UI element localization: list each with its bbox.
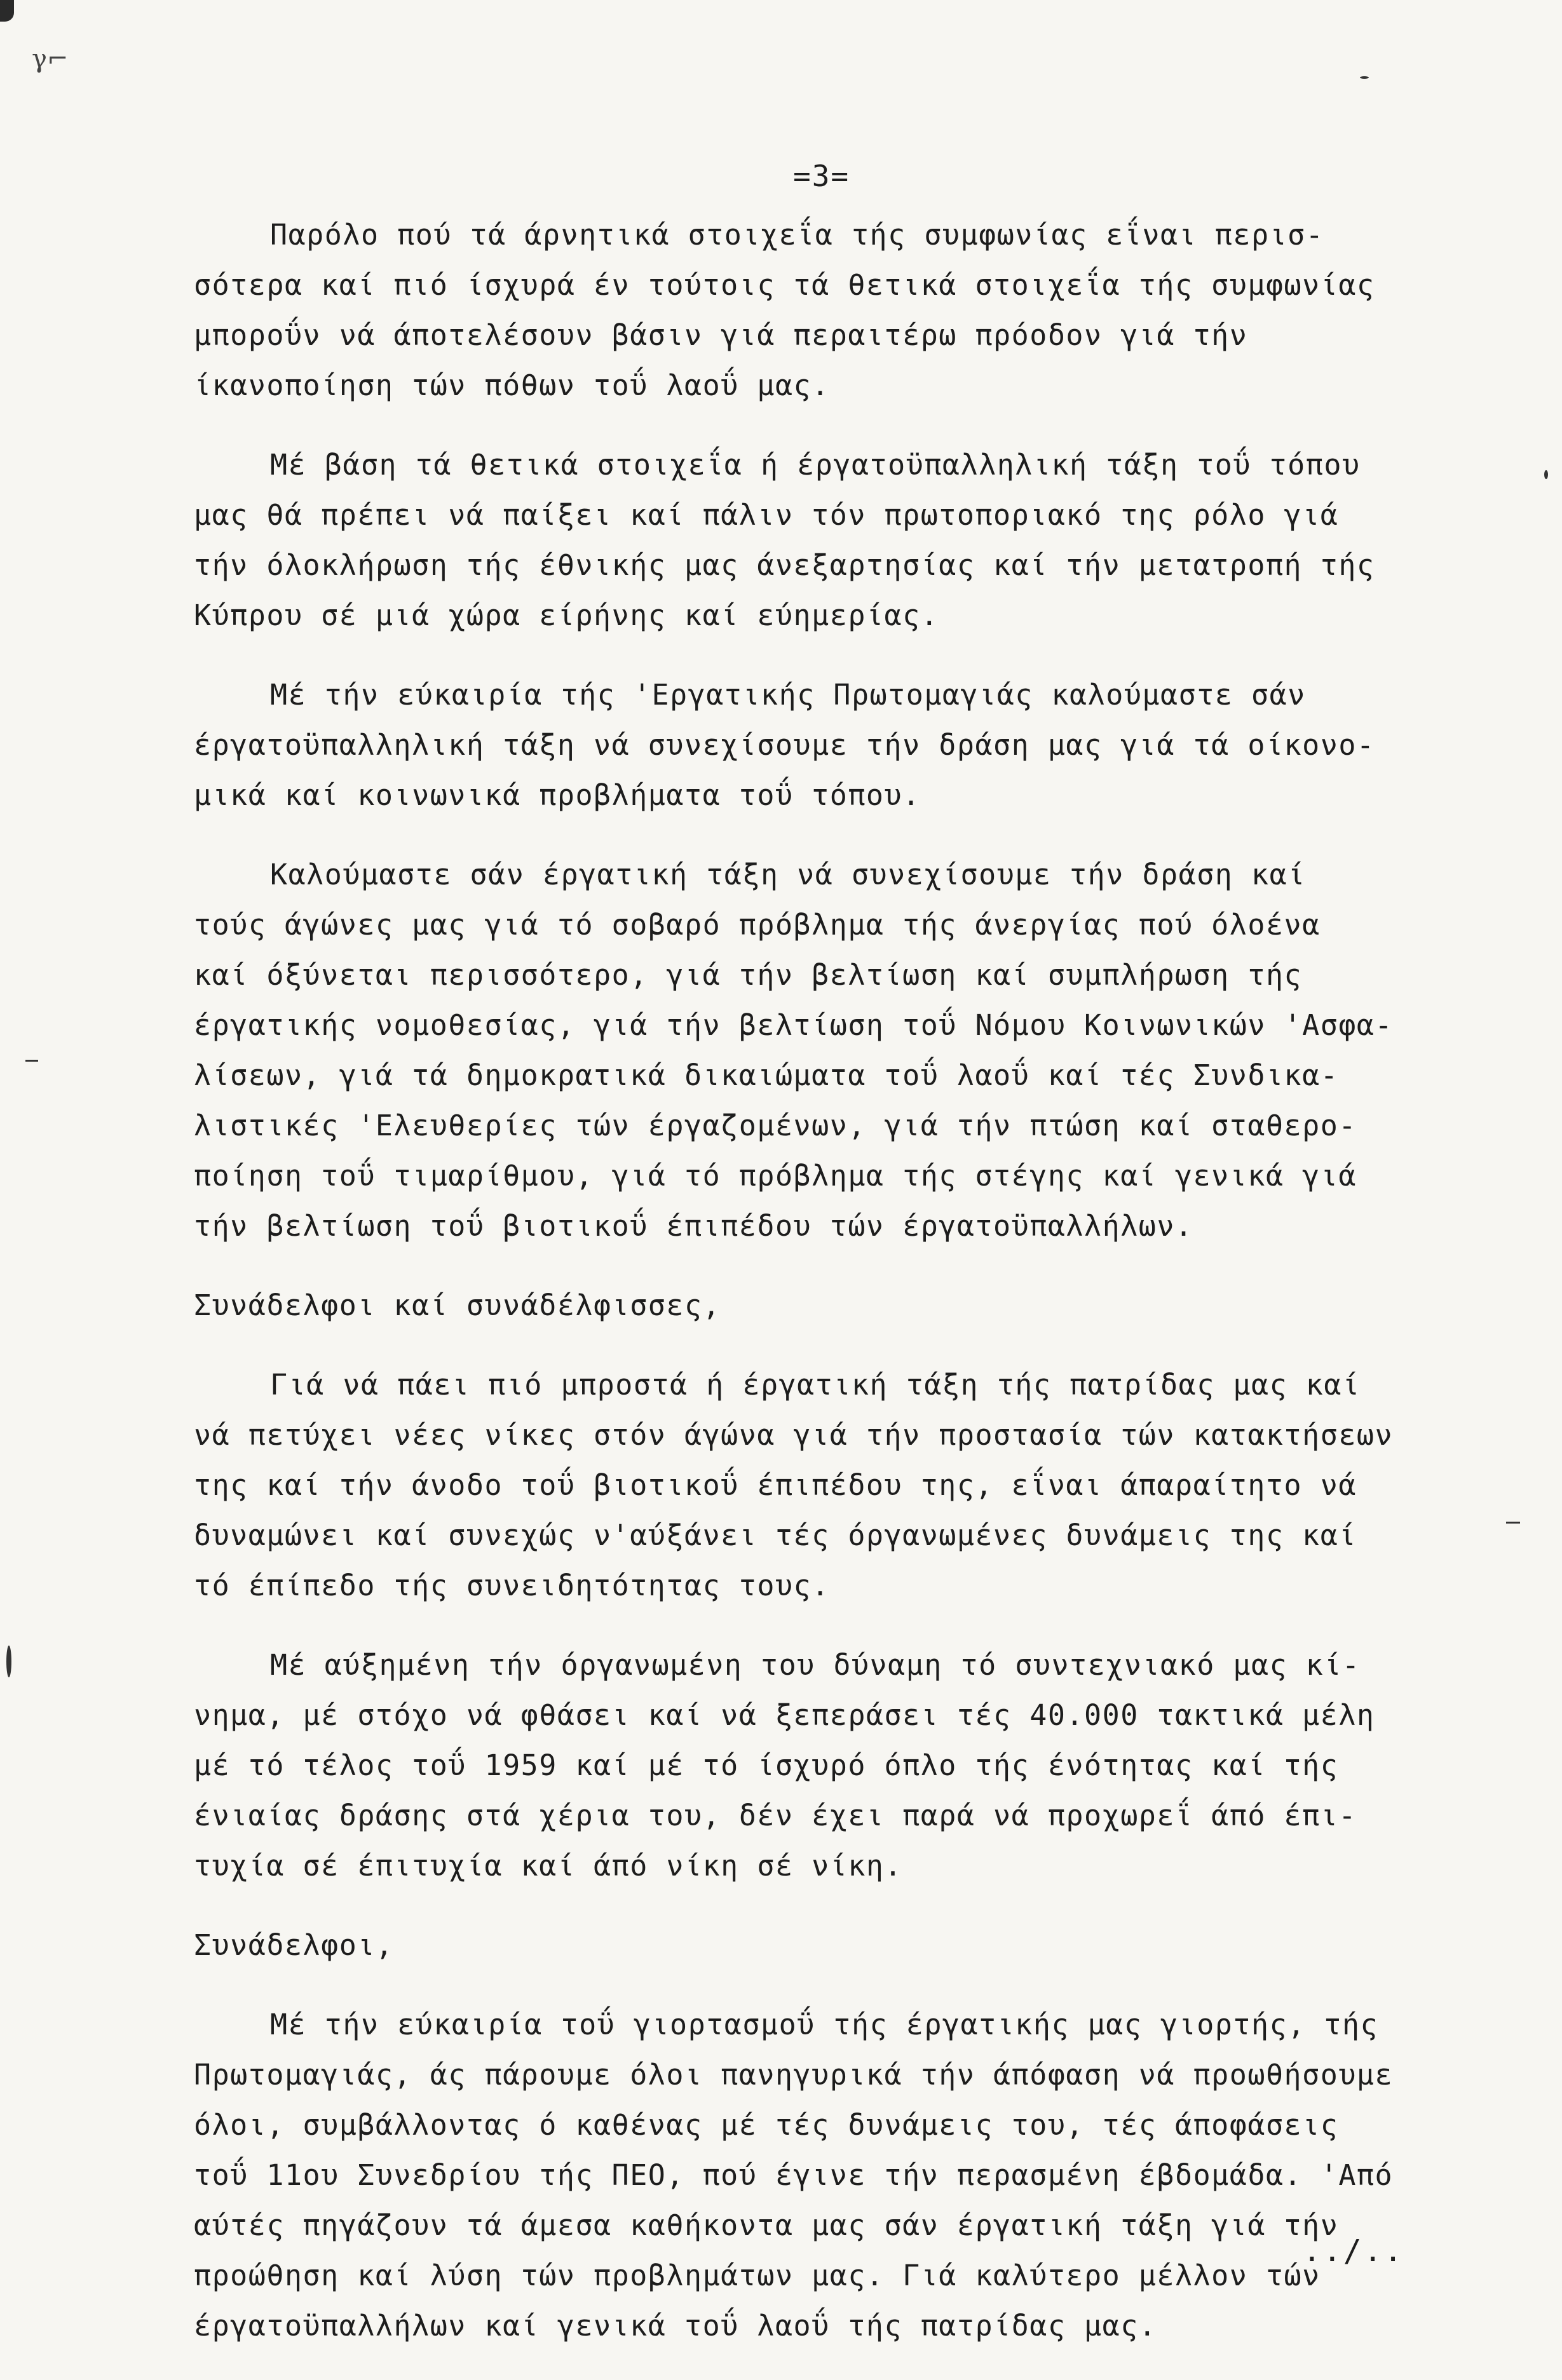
scan-speck	[25, 1060, 38, 1062]
text-line: έργατικής νομοθεσίας, γιά τήν βελτίωση τοΰ Νόμου Κοινωνικών 'Ασφα-	[194, 1008, 1394, 1042]
text-line: Γιά νά πάει πιό μπροστά ή έργατική τάξη τής πατρίδας μας καί	[270, 1368, 1361, 1402]
paragraph	[194, 210, 1516, 410]
text-line: δυναμώνει καί συνεχώς ν'αύξάνει τές όργανωμένες δυνάμεις της καί	[194, 1518, 1357, 1552]
text-line: Καλούμαστε σάν έργατική τάξη νά συνεχίσουμε τήν δράση καί	[270, 858, 1306, 891]
text-line: λίσεων, γιά τά δημοκρατικά δικαιώματα τοΰ λαοΰ καί τές Συνδικα-	[194, 1058, 1339, 1092]
handwritten-scribble: γ⌐	[32, 44, 69, 74]
text-line: της καί τήν άνοδο τοΰ βιοτικοΰ έπιπέδου της, εΐναι άπαραίτητο νά	[194, 1468, 1357, 1502]
text-line: Μέ αύξημένη τήν όργανωμένη του δύναμη τό συντεχνιακό μας κί-	[270, 1648, 1361, 1682]
text-line: τήν βελτίωση τοΰ βιοτικοΰ έπιπέδου τών έργατοϋπαλλήλων.	[194, 1209, 1193, 1243]
text-line: τό έπίπεδο τής συνειδητότητας τους.	[194, 1569, 830, 1602]
document-body	[194, 210, 1516, 2380]
paragraph	[194, 1999, 1516, 2351]
text-line: σότερα καί πιό ίσχυρά έν τούτοις τά θετικά στοιχεΐα τής συμφωνίας	[194, 268, 1375, 302]
text-line: νά πετύχει νέες νίκες στόν άγώνα γιά τήν προστασία τών κατακτήσεων	[194, 1418, 1394, 1452]
text-line: Μέ βάση τά θετικά στοιχεΐα ή έργατοϋπαλληλική τάξη τοΰ τόπου	[270, 448, 1361, 482]
text-line: ένιαίας δράσης στά χέρια του, δέν έχει παρά νά προχωρεΐ άπό έπι-	[194, 1799, 1357, 1832]
text-line: Συνάδελφοι καί συνάδέλφισσες,	[194, 1288, 721, 1322]
paragraph	[194, 1360, 1516, 1611]
text-line: αύτές πηγάζουν τά άμεσα καθήκοντα μας σάν έργατική τάξη γιά τήν	[194, 2208, 1339, 2242]
text-line: τοΰ 11ου Συνεδρίου τής ΠΕΟ, πού έγινε τήν περασμένη έβδομάδα. 'Από	[194, 2158, 1394, 2192]
paragraph	[194, 1640, 1516, 1891]
text-line: καί όξύνεται περισσότερο, γιά τήν βελτίωση καί συμπλήρωση τής	[194, 958, 1303, 992]
text-line: νημα, μέ στόχο νά φθάσει καί νά ξεπεράσει τές 40.000 τακτικά μέλη	[194, 1698, 1375, 1732]
scan-corner-mark	[0, 0, 14, 22]
text-line: έργατοϋπαλλήλων καί γενικά τοΰ λαοΰ τής πατρίδας μας.	[194, 2309, 1157, 2343]
salutation	[194, 1920, 1516, 1970]
text-line: Πρωτομαγιάς, άς πάρουμε όλοι πανηγυρικά τήν άπόφαση νά προωθήσουμε	[194, 2058, 1394, 2092]
paragraph	[194, 849, 1516, 1251]
continuation-marker: ../..	[1303, 2233, 1404, 2269]
text-line: τούς άγώνες μας γιά τό σοβαρό πρόβλημα τής άνεργίας πού όλοένα	[194, 908, 1321, 942]
salutation	[194, 1280, 1516, 1330]
paragraph	[194, 440, 1516, 640]
text-line: μικά καί κοινωνικά προβλήματα τοΰ τόπου.	[194, 778, 921, 812]
text-line: ποίηση τοΰ τιμαρίθμου, γιά τό πρόβλημα τής στέγης καί γενικά γιά	[194, 1159, 1357, 1193]
text-line: όλοι, συμβάλλοντας ό καθένας μέ τές δυνάμεις του, τές άποφάσεις	[194, 2108, 1339, 2142]
text-line: μας θά πρέπει νά παίξει καί πάλιν τόν πρωτοποριακό της ρόλο γιά	[194, 498, 1339, 532]
text-line: τυχία σέ έπιτυχία καί άπό νίκη σέ νίκη.	[194, 1849, 903, 1883]
text-line: προώθηση καί λύση τών προβλημάτων μας. Γιά καλύτερο μέλλον τών	[194, 2259, 1321, 2292]
text-line: ίκανοποίηση τών πόθων τοΰ λαοΰ μας.	[194, 368, 830, 402]
text-line: Παρόλο πού τά άρνητικά στοιχεΐα τής συμφωνίας εΐναι περισ-	[270, 218, 1324, 252]
text-line: μποροΰν νά άποτελέσουν βάσιν γιά περαιτέρω πρόοδον γιά τήν	[194, 318, 1248, 352]
text-line: Κύπρου σέ μιά χώρα είρήνης καί εύημερίας.	[194, 598, 939, 632]
paragraph	[194, 670, 1516, 820]
scan-speck	[1544, 470, 1548, 479]
text-line: λιστικές 'Ελευθερίες τών έργαζομένων, γιά τήν πτώση καί σταθερο-	[194, 1109, 1357, 1142]
scan-speck	[1360, 76, 1369, 79]
text-line: Συνάδελφοι,	[194, 1928, 394, 1962]
scan-speck	[1506, 1522, 1520, 1524]
scan-speck	[6, 1646, 11, 1677]
text-line: Μέ τήν εύκαιρία τοΰ γιορτασμοΰ τής έργατικής μας γιορτής, τής	[270, 2008, 1379, 2041]
text-line: έργατοϋπαλληλική τάξη νά συνεχίσουμε τήν δράση μας γιά τά οίκονο-	[194, 728, 1375, 762]
text-line: Μέ τήν εύκαιρία τής 'Εργατικής Πρωτομαγιάς καλούμαστε σάν	[270, 678, 1306, 712]
text-line: τήν όλοκλήρωση τής έθνικής μας άνεξαρτησίας καί τήν μετατροπή τής	[194, 548, 1375, 582]
page-number: =3=	[793, 159, 850, 193]
text-line: μέ τό τέλος τοΰ 1959 καί μέ τό ίσχυρό όπλο τής ένότητας καί τής	[194, 1748, 1339, 1782]
